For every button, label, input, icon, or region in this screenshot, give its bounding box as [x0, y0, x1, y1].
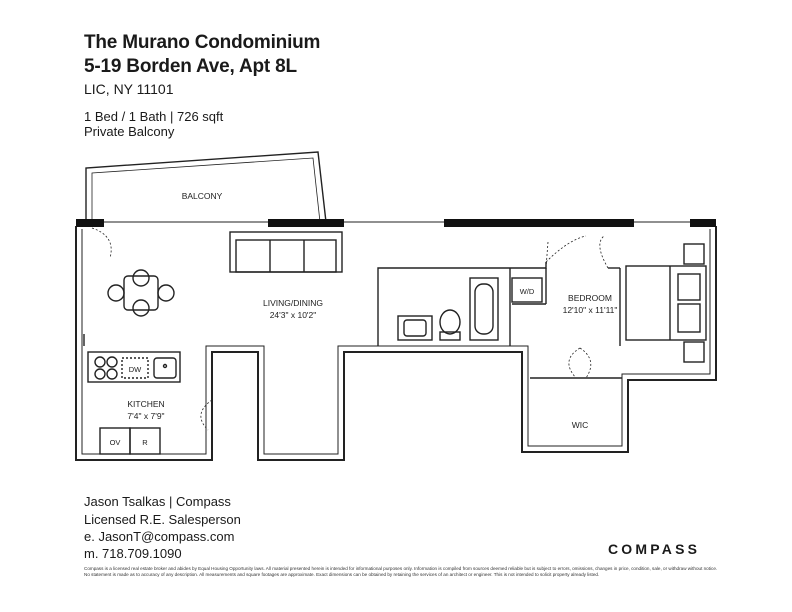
agent-email[interactable]: e. JasonT@compass.com	[84, 529, 235, 544]
dining-table	[108, 270, 174, 316]
interior-walls	[84, 262, 622, 378]
label-balcony: BALCONY	[181, 191, 223, 201]
label-kitchen: KITCHEN	[127, 399, 165, 409]
legal-disclaimer: Compass is a licensed real estate broker and abides by Equal Housing Opportunity laws. All material presented herein is intended for informational purposes only. Information is compiled from sources deemed reliable but is subject to errors, omissions, changes in price, condition, sale, or withdraw without notice. No statement is made as to accuracy of any description. All measurements and square footages are approximate. Exact dimensions can be obtained by retaining the services of an architect or engineer. This is not intended to solicit property already listed.	[84, 566, 718, 578]
city-line: LIC, NY 11101	[84, 81, 174, 97]
compass-logo: COMPASS	[608, 541, 701, 557]
label-r: R	[142, 438, 148, 447]
sofa	[230, 232, 342, 272]
agent-name: Jason Tsalkas | Compass	[84, 494, 231, 509]
label-wd: W/D	[519, 287, 535, 296]
dims-bedroom: 12'10" x 11'11"	[562, 305, 618, 315]
balcony-outline	[86, 152, 326, 222]
label-living: LIVING/DINING	[263, 298, 323, 308]
unit-specs: 1 Bed / 1 Bath | 726 sqft	[84, 109, 224, 124]
label-wic: WIC	[571, 420, 589, 430]
address-title: 5-19 Borden Ave, Apt 8L	[84, 56, 297, 77]
dims-living: 24'3" x 10'2"	[269, 310, 317, 320]
label-bedroom: BEDROOM	[568, 293, 612, 303]
agent-title: Licensed R.E. Salesperson	[84, 512, 241, 527]
unit-feature: Private Balcony	[84, 124, 175, 139]
dims-kitchen: 7'4" x 7'9"	[127, 411, 165, 421]
building-title: The Murano Condominium	[84, 32, 321, 53]
label-dw: DW	[128, 365, 142, 374]
label-ov: OV	[109, 438, 121, 447]
bed	[626, 244, 706, 362]
doors	[92, 228, 608, 430]
window-bars	[76, 219, 716, 227]
agent-phone[interactable]: m. 718.709.1090	[84, 546, 182, 561]
